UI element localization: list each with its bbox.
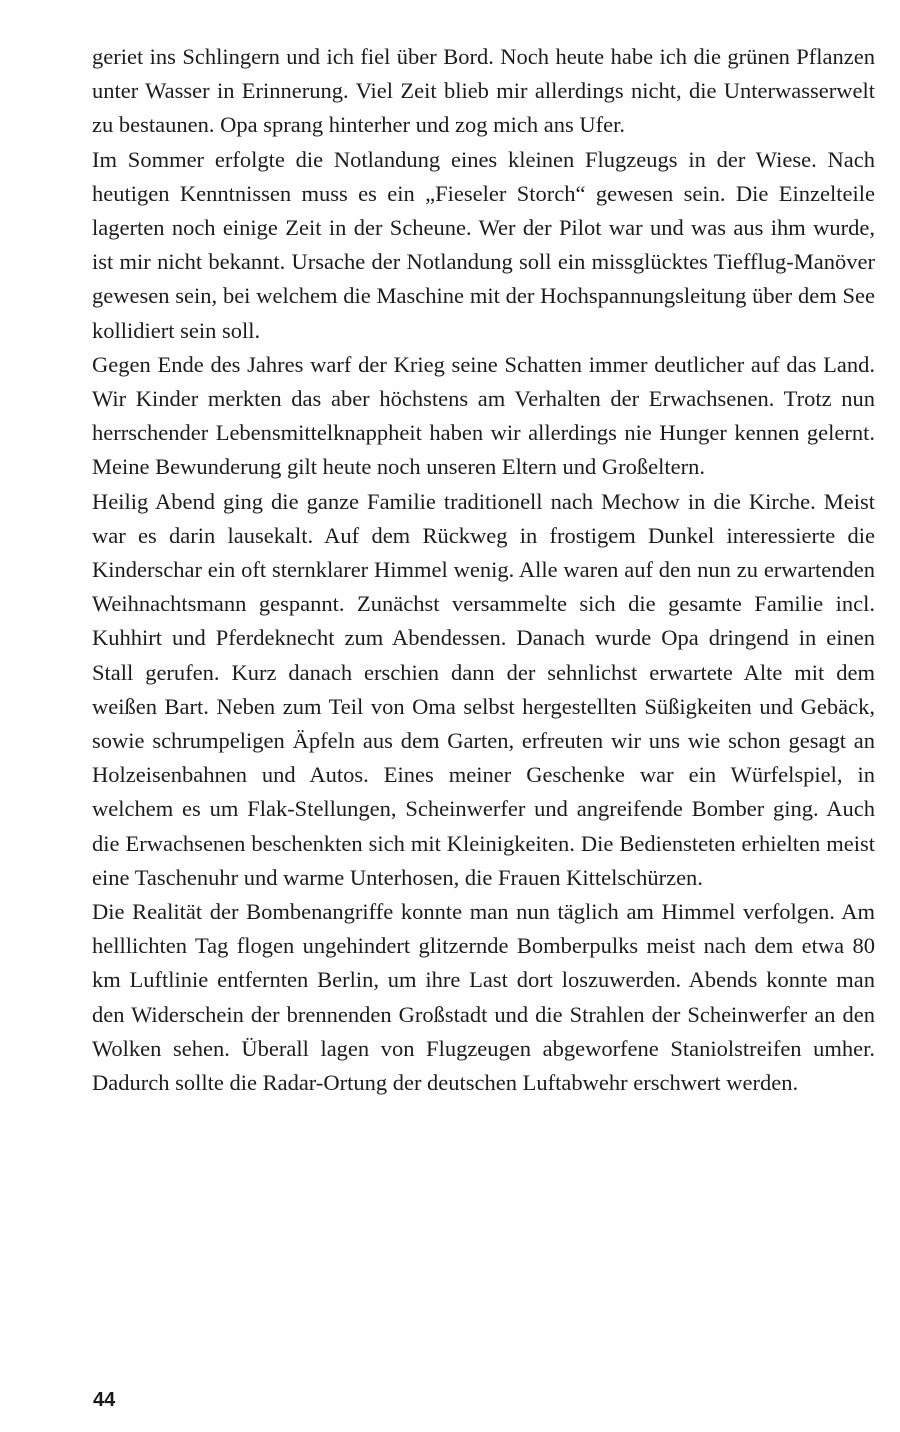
paragraph: Die Realität der Bombenangriffe konnte man nun täglich am Himmel verfolgen. Am helllichten Tag flogen ungehindert glitzernde Bomberpulks meist nach dem etwa 80 km Luftlinie entfernten Berlin, um ihre Last dort loszuwerden. Abends konnte man den Widerschein der brennenden Großstadt und die Strahlen der Scheinwerfer an den Wolken sehen. Überall lagen von Flugzeugen abgeworfene Staniolstreifen umher. Dadurch sollte die Radar-Ortung der deutschen Luftabwehr erschwert werden. xyxy=(92,899,875,1096)
paragraph: Gegen Ende des Jahres warf der Krieg seine Schatten immer deutlicher auf das Land. Wir Kinder merkten das aber höchstens am Verhalten der Erwachsenen. Trotz nun herrschender Lebensmittelknappheit haben wir allerdings nie Hunger kennen gelernt. Meine Bewunderung gilt heute noch unseren Eltern und Großeltern. xyxy=(92,351,875,480)
body-text xyxy=(92,40,875,1100)
paragraph: Im Sommer erfolgte die Notlandung eines kleinen Flugzeugs in der Wiese. Nach heutigen Kenntnissen muss es ein „Fieseler Storch“ gewesen sein. Die Einzelteile lagerten noch einige Zeit in der Scheune. Wer der Pilot war und was aus ihm wurde, ist mir nicht bekannt. Ursache der Notlandung soll ein missglücktes Tiefflug-Manöver gewesen sein, bei welchem die Maschine mit der Hochspannungsleitung über dem See kollidiert sein soll. xyxy=(92,146,875,343)
paragraph: Heilig Abend ging die ganze Familie traditionell nach Mechow in die Kirche. Meist war es darin lausekalt. Auf dem Rückweg in frostigem Dunkel interessierte die Kinderschar ein oft sternklarer Himmel wenig. Alle waren auf den nun zu erwartenden Weihnachtsmann gespannt. Zunächst versammelte sich die gesamte Familie incl. Kuhhirt und Pferdeknecht zum Abendessen. Danach wurde Opa dringend in einen Stall gerufen. Kurz danach erschien dann der sehnlichst erwartete Alte mit dem weißen Bart. Neben zum Teil von Oma selbst hergestellten Süßigkeiten und Gebäck, sowie schrumpeligen Äpfeln aus dem Garten, erfreuten wir uns wie schon gesagt an Holzeisenbahnen und Autos. Eines meiner Geschenke war ein Würfelspiel, in welchem es um Flak-Stellungen, Scheinwerfer und angreifende Bomber ging. Auch die Erwachsenen beschenkten sich mit Kleinigkeiten. Die Bediensteten erhielten meist eine Taschenuhr und warme Unterhosen, die Frauen Kittelschürzen. xyxy=(92,488,875,890)
page-number: 44 xyxy=(93,1389,116,1411)
paragraph: geriet ins Schlingern und ich fiel über Bord. Noch heute habe ich die grünen Pflanzen unter Wasser in Erinnerung. Viel Zeit blieb mir allerdings nicht, die Unterwasserwelt zu bestaunen. Opa sprang hinterher und zog mich ans Ufer. xyxy=(92,44,875,138)
